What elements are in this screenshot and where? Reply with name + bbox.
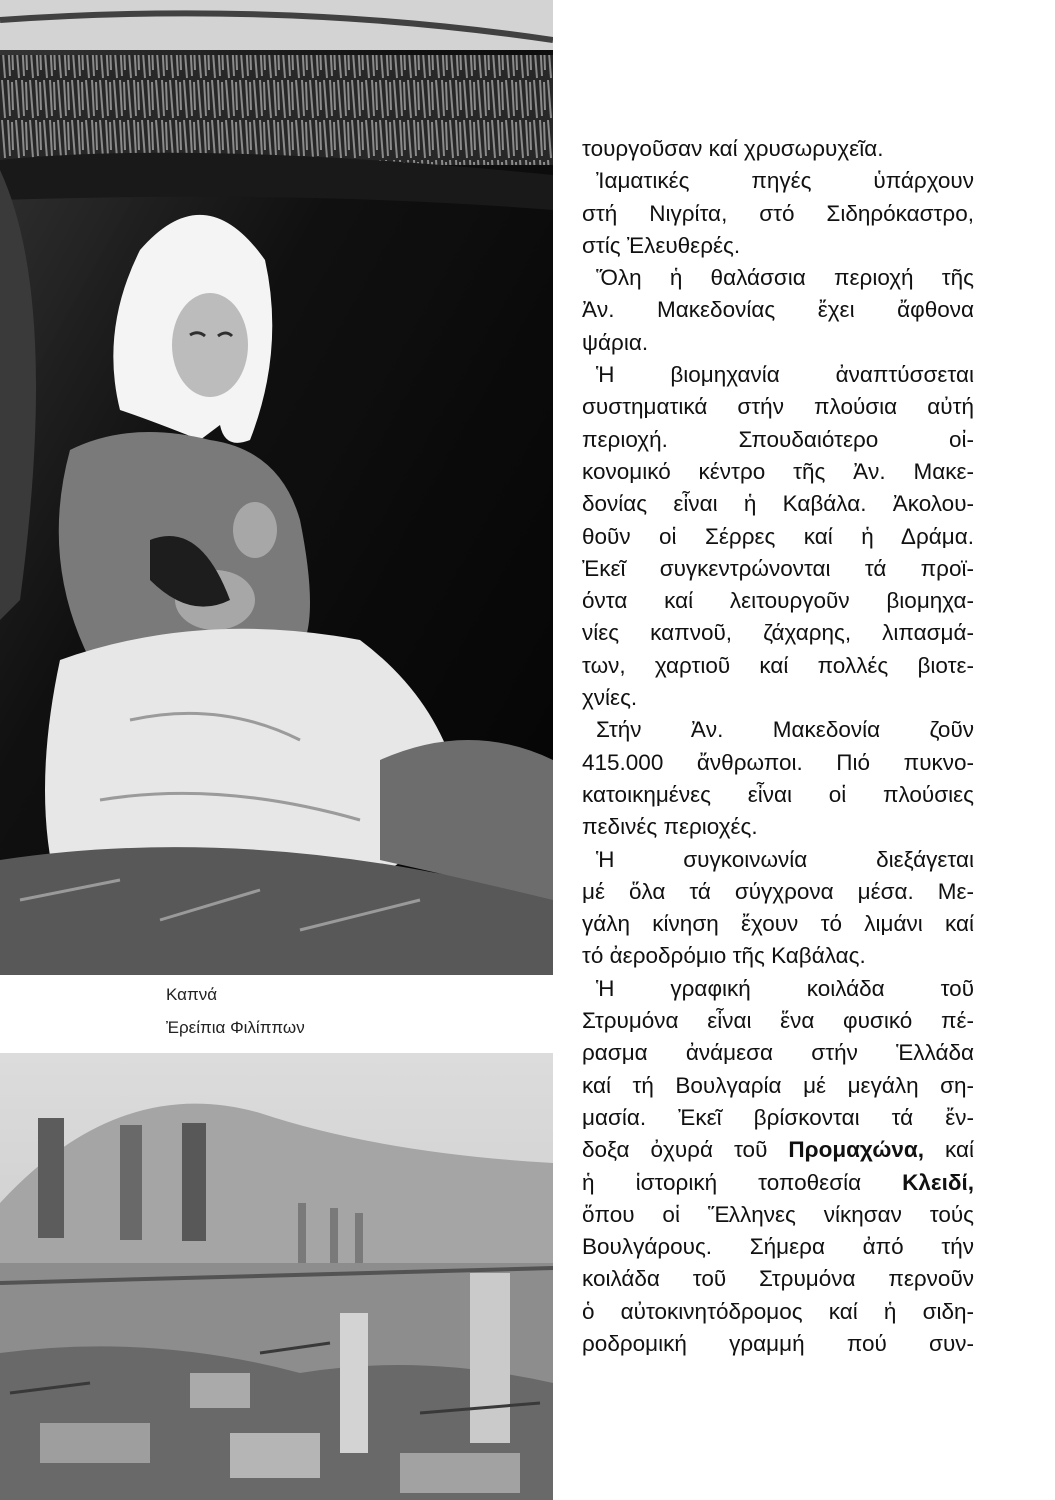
text-line: στίς Ἐλευθερές. — [582, 232, 741, 258]
text-line: χνίες. — [582, 685, 638, 711]
text-line: Ἀν. Μακεδονίας ἔχει ἄφθονα — [582, 297, 974, 323]
text-line: συστηματικά στήν πλούσια αὐτή — [582, 394, 974, 420]
text-line: ἡ ἱστορική τοποθεσία Κλειδί, — [582, 1169, 974, 1195]
photo-philippi-ruins — [0, 1053, 553, 1500]
text-line: περιοχή. Σπουδαιότερο οἰ- — [582, 426, 974, 452]
text-line: κατοικημένες εἶναι οἱ πλούσιες — [582, 781, 974, 807]
caption-philippi-ruins: Ἐρείπια Φιλίππων — [166, 1018, 305, 1037]
text-line: τουργοῦσαν καί χρυσωρυχεῖα. — [582, 136, 884, 161]
text-line: ρασμα ἀνάμεσα στήν Ἑλλάδα — [582, 1040, 974, 1066]
text-line: Ἡ συγκοινωνία διεξάγεται — [596, 846, 974, 872]
text-line: Ἰαματικές πηγές ὑπάρχουν — [596, 168, 974, 194]
text-line: Ἡ βιομηχανία ἀναπτύσσεται — [596, 362, 974, 388]
caption-tobacco: Καπνά — [166, 985, 218, 1004]
text-line: Ἡ γραφική κοιλάδα τοῦ — [596, 975, 974, 1001]
text-line: πεδινές περιοχές. — [582, 814, 758, 840]
text-line: καί τή Βουλγαρία μέ μεγάλη ση- — [582, 1072, 974, 1098]
text-line: Στρυμόνα εἶναι ἕνα φυσικό πέ- — [582, 1008, 974, 1034]
text-line: μέ ὅλα τά σύγχρονα μέσα. Με- — [582, 878, 974, 904]
text-line: κοιλάδα τοῦ Στρυμόνα περνοῦν — [582, 1266, 974, 1292]
text-line: ὁ αὐτοκινητόδρομος καί ἡ σιδη- — [582, 1298, 974, 1324]
text-line: δονίας εἶναι ἡ Καβάλα. Ἀκολου- — [582, 491, 974, 517]
text-line: ψάρια. — [582, 329, 649, 355]
text-line: ὅπου οἱ Ἕλληνες νίκησαν τούς — [582, 1201, 974, 1227]
text-line: γάλη κίνηση ἔχουν τό λιμάνι καί — [582, 911, 974, 937]
text-line: Βουλγάρους. Σήμερα ἀπό τήν — [582, 1234, 974, 1260]
text-line: μασία. Ἐκεῖ βρίσκονται τά ἔν- — [582, 1104, 974, 1130]
text-line: νίες καπνοῦ, ζάχαρης, λιπασμά- — [582, 620, 974, 646]
text-line: Ἐκεῖ συγκεντρώνονται τά προϊ- — [582, 555, 974, 581]
body-text-column — [582, 133, 974, 1360]
text-line: 415.000 ἄνθρωποι. Πιό πυκνο- — [582, 749, 974, 775]
text-line: στή Νιγρίτα, στό Σιδηρόκαστρο, — [582, 200, 974, 226]
text-line: κονομικό κέντρο τῆς Ἀν. Μακε- — [582, 458, 974, 484]
text-line: Ὅλη ἡ θαλάσσια περιοχή τῆς — [596, 265, 974, 291]
text-line: ροδρομική γραμμή πού συν- — [582, 1330, 974, 1356]
text-line: όντα καί λειτουργοῦν βιομηχα- — [582, 588, 974, 614]
text-line: των, χαρτιοῦ καί πολλές βιοτε- — [582, 652, 974, 678]
text-line: Στήν Ἀν. Μακεδονία ζοῦν — [596, 717, 974, 743]
text-line: δοξα ὀχυρά τοῦ Προμαχώνα, καί — [582, 1137, 975, 1163]
text-line: τό ἀεροδρόμιο τῆς Καβάλας. — [582, 943, 866, 969]
text-line: θοῦν οἱ Σέρρες καί ἡ Δράμα. — [582, 523, 974, 549]
photo-tobacco-woman — [0, 0, 553, 975]
